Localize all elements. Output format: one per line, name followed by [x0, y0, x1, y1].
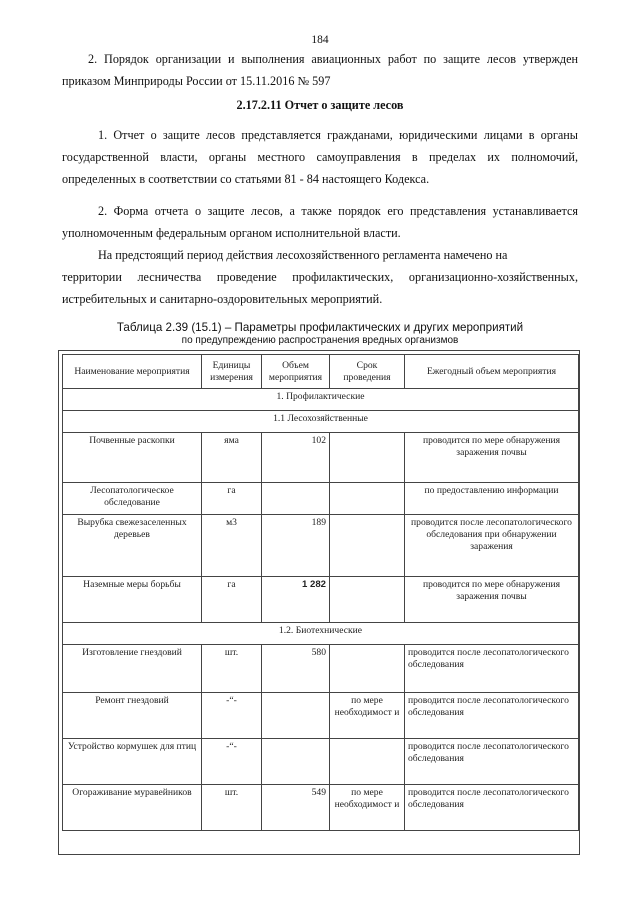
cell-annual: проводится после лесопатологического обследования — [405, 693, 579, 739]
cell-name: Ремонт гнездовий — [63, 693, 202, 739]
cell-unit: -“- — [202, 739, 262, 785]
cell-unit: га — [202, 577, 262, 623]
table-row — [63, 645, 579, 693]
paragraph-line: 2. Порядок организации и выполнения авиационных работ по защите лесов утвержден — [88, 52, 578, 66]
paragraph-line: государственной власти, органы местного самоуправления в пределах их полномочий, — [62, 150, 578, 164]
paragraph-planned-measures — [62, 244, 578, 310]
subsection-label: 1.2. Биотехнические — [63, 623, 579, 645]
cell-name: Огораживание муравейников — [63, 785, 202, 831]
cell-annual: проводится по мере обнаружения заражения почвы — [405, 433, 579, 483]
cell-term: по мере необходимост и — [330, 693, 405, 739]
table-row — [63, 739, 579, 785]
cell-name: Лесопатологическое обследование — [63, 483, 202, 515]
paragraph-line: 2. Форма отчета о защите лесов, а также порядок его представления устанавливается — [98, 204, 578, 218]
table-row — [63, 483, 579, 515]
measures-table — [62, 354, 579, 831]
cell-name: Вырубка свежезаселенных деревьев — [63, 515, 202, 577]
table-header-row — [63, 355, 579, 389]
cell-unit: шт. — [202, 645, 262, 693]
cell-annual: проводится по мере обнаружения заражения почвы — [405, 577, 579, 623]
cell-unit: м3 — [202, 515, 262, 577]
paragraph-line: 1. Отчет о защите лесов представляется гражданами, юридическими лицами в органы — [98, 128, 578, 142]
section-label: 1. Профилактические — [63, 389, 579, 411]
column-header-unit: Единицы измерения — [202, 355, 262, 389]
subsection-row-biotechnical — [63, 623, 579, 645]
section-row-preventive — [63, 389, 579, 411]
paragraph-line: уполномоченным федеральным органом исполнительной власти. — [62, 226, 401, 240]
cell-term — [330, 433, 405, 483]
cell-volume — [262, 693, 330, 739]
paragraph-report-submission — [62, 124, 578, 190]
table-row — [63, 785, 579, 831]
cell-annual: проводится после лесопатологического обследования — [405, 785, 579, 831]
cell-term — [330, 739, 405, 785]
cell-annual: проводится после лесопатологического обследования при обнаружении заражения — [405, 515, 579, 577]
cell-name: Устройство кормушек для птиц — [63, 739, 202, 785]
table-row — [63, 515, 579, 577]
paragraph-report-form — [62, 200, 578, 244]
cell-volume: 1 282 — [262, 577, 330, 623]
cell-volume: 580 — [262, 645, 330, 693]
cell-name: Наземные меры борьбы — [63, 577, 202, 623]
section-heading: 2.17.2.11 Отчет о защите лесов — [236, 98, 404, 112]
column-header-volume: Объем мероприятия — [262, 355, 330, 389]
cell-volume: 549 — [262, 785, 330, 831]
cell-unit: шт. — [202, 785, 262, 831]
cell-term — [330, 515, 405, 577]
cell-name: Почвенные раскопки — [63, 433, 202, 483]
column-header-term: Срок проведения — [330, 355, 405, 389]
subsection-row-forestry — [63, 411, 579, 433]
table-caption-subtitle: по предупреждению распространения вредных организмов — [181, 335, 459, 346]
subsection-label: 1.1 Лесохозяйственные — [63, 411, 579, 433]
paragraph-line: территории лесничества проведение профилактических, организационно-хозяйственных, — [62, 270, 578, 284]
cell-annual: проводится после лесопатологического обследования — [405, 739, 579, 785]
paragraph-line: приказом Минприроды России от 15.11.2016 № 597 — [62, 74, 331, 88]
cell-volume — [262, 739, 330, 785]
cell-term: по мере необходимост и — [330, 785, 405, 831]
page-number: 184 — [311, 34, 329, 46]
cell-term — [330, 645, 405, 693]
paragraph-line: истребительных и санитарно-оздоровительных мероприятий. — [62, 292, 383, 306]
table-caption-title: Таблица 2.39 (15.1) – Параметры профилактических и других мероприятий — [116, 321, 524, 334]
cell-name: Изготовление гнездовий — [63, 645, 202, 693]
table-row — [63, 433, 579, 483]
column-header-annual: Ежегодный объем мероприятия — [405, 355, 579, 389]
cell-volume — [262, 483, 330, 515]
column-header-name: Наименование мероприятия — [63, 355, 202, 389]
cell-unit: га — [202, 483, 262, 515]
table-caption — [0, 321, 640, 347]
paragraph-aviation-works — [62, 48, 578, 92]
cell-volume: 102 — [262, 433, 330, 483]
table-row — [63, 577, 579, 623]
cell-unit: -“- — [202, 693, 262, 739]
cell-annual: проводится после лесопатологического обследования — [405, 645, 579, 693]
cell-annual: по предоставлению информации — [405, 483, 579, 515]
paragraph-line: На предстоящий период действия лесохозяйственного регламента намечено на — [98, 248, 508, 262]
cell-term — [330, 483, 405, 515]
cell-term — [330, 577, 405, 623]
cell-unit: яма — [202, 433, 262, 483]
paragraph-line: определенных в соответствии со статьями 81 - 84 настоящего Кодекса. — [62, 172, 430, 186]
table-row — [63, 693, 579, 739]
cell-volume: 189 — [262, 515, 330, 577]
